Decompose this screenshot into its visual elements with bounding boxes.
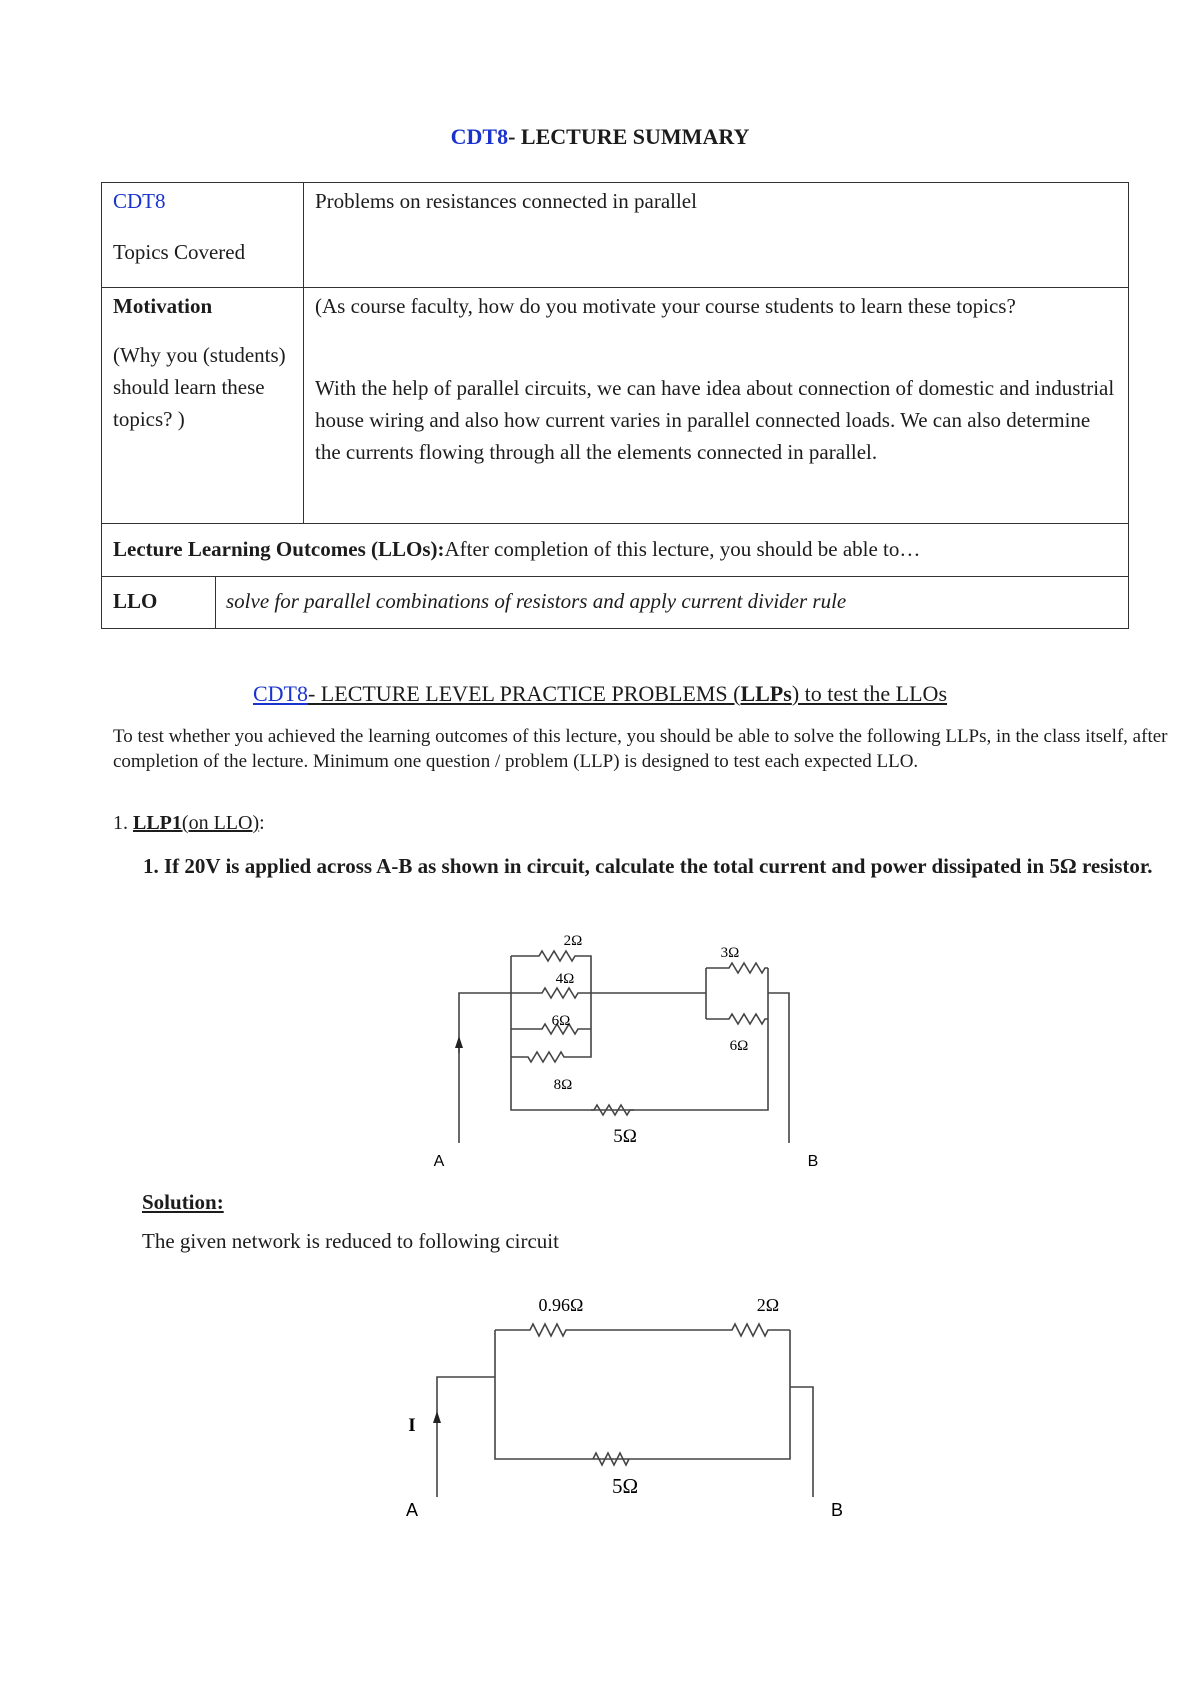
c1-r7-label: 5Ω: [613, 1126, 637, 1147]
c1-r3-label: 6Ω: [551, 1013, 571, 1029]
lecture-summary-table: [101, 182, 1129, 629]
llo-label: LLO: [113, 589, 158, 613]
c1-r5-label: 3Ω: [720, 945, 740, 961]
table-divider: [102, 287, 1128, 288]
llo-content: solve for parallel combinations of resistors and apply current divider rule: [226, 589, 847, 613]
row2-sub-label: (Why you (students) should learn these topics? ): [113, 343, 286, 431]
c2-node-b: B: [830, 1500, 844, 1520]
row1-content: Problems on resistances connected in parallel: [315, 189, 697, 213]
practice-intro: To test whether you achieved the learning outcomes of this lecture, you should be able to solve the following LLPs, in the class itself, after completion of the lecture. Minimum one question / problem (LLP) is designed to test each expected LLO.: [113, 726, 1168, 772]
c2-r2-label: 2Ω: [756, 1295, 780, 1315]
practice-bold: LLPs: [740, 681, 792, 706]
c1-r4-label: 8Ω: [553, 1077, 573, 1093]
c2-current-label: I: [408, 1415, 416, 1436]
practice-rest: - LECTURE LEVEL PRACTICE PROBLEMS (: [307, 681, 741, 706]
c1-node-b: B: [807, 1153, 819, 1170]
llp-colon: :: [259, 812, 265, 834]
question-text: 1. If 20V is applied across A-B as shown in circuit, calculate the total current and power dissipated in 5Ω resistor.: [143, 854, 1153, 878]
llo-intro: After completion of this lecture, you should be able to…: [444, 537, 921, 561]
llp-number: 1.: [113, 812, 133, 834]
solution-heading: Solution:: [142, 1190, 224, 1214]
practice-code: CDT8: [252, 681, 308, 706]
title-rest: - LECTURE SUMMARY: [508, 124, 750, 149]
solution-text: The given network is reduced to following circuit: [142, 1229, 559, 1253]
row1-code: CDT8: [113, 189, 166, 213]
c2-r1-label: 0.96Ω: [538, 1295, 584, 1315]
row2-label: Motivation: [113, 294, 213, 318]
table-divider: [215, 576, 216, 629]
c1-r2-label: 4Ω: [555, 971, 575, 987]
llp-sub: (on LLO): [181, 812, 260, 834]
row2-content: With the help of parallel circuits, we can have idea about connection of domestic and industrial house wiring and also how current varies in parallel connected loads. We can also determine the currents flowing through all the elements connected in parallel.: [315, 376, 1115, 464]
c1-r6-label: 6Ω: [729, 1038, 749, 1054]
table-divider: [102, 523, 1128, 524]
row2-prompt: (As course faculty, how do you motivate your course students to learn these topics?: [315, 294, 1016, 318]
llo-heading: Lecture Learning Outcomes (LLOs):: [113, 537, 445, 561]
c1-node-a: A: [433, 1153, 445, 1170]
table-divider: [303, 183, 304, 523]
llp-label: LLP1: [133, 812, 182, 834]
table-divider: [102, 576, 1128, 577]
title-code: CDT8: [450, 124, 509, 149]
c2-node-a: A: [405, 1500, 419, 1520]
practice-tail: ) to test the LLOs: [791, 681, 948, 706]
llp-heading: [113, 812, 265, 835]
c1-r1-label: 2Ω: [563, 933, 583, 949]
page-title: [0, 124, 1200, 150]
c2-r3-label: 5Ω: [611, 1474, 639, 1498]
row1-label: Topics Covered: [113, 240, 246, 264]
practice-heading: [0, 681, 1200, 707]
